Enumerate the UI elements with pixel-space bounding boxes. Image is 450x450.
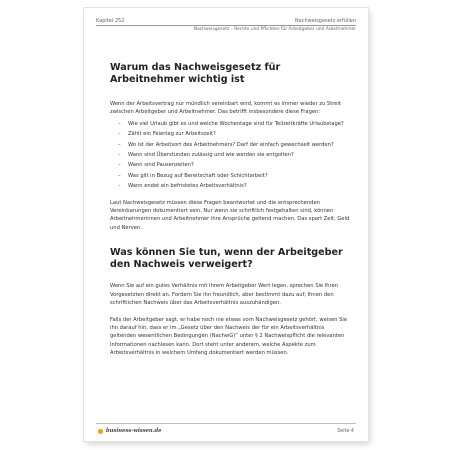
list-item: – Wie viel Urlaub gibt es und welche Wochentage sind für Teilzeitkräfte Urlaubstage?	[118, 120, 344, 127]
list-item: – Wo ist der Arbeitsort des Arbeitnehmers? Darf der einfach gewechselt werden?	[118, 141, 334, 148]
section2-paragraph-2: Falls der Arbeitgeber sagt, er habe noch nie etwas vom Nachweisgesetz gehört, weisen Sie ihn darauf hin, dass er im „Gesetz über den Nachweis der für ein Arbeitsverhältnis geltenden wesentlichen Bedingungen (NachwG)“ unter § 2 Nachweispflicht die relevanten Informationen nachlesen kann. Dort steht unter anderem, welche Aspekte zum Arbeitsverhältnis in welchem Umfang dokumentiert werden müssen.	[110, 316, 348, 357]
bullet-dash: –	[118, 152, 121, 159]
question-list	[118, 120, 350, 191]
header-chapter: Kapitel 252	[96, 18, 125, 24]
list-item: – Wann sind Pausenzeiten?	[118, 162, 194, 169]
section2-heading: Was können Sie tun, wenn der Arbeitgeber den Nachweis verweigert?	[110, 247, 343, 270]
bullet-dash: –	[118, 162, 121, 169]
list-item: – Wann sind Überstunden zulässig und wie werden sie entgolten?	[118, 152, 294, 159]
page-content	[110, 62, 350, 358]
page-number: Seite 4	[337, 429, 354, 434]
header-title: Nachweisgesetz erfüllen	[294, 18, 356, 24]
footer-logo	[98, 428, 161, 434]
document-page	[84, 8, 368, 441]
bullet-dash: –	[118, 172, 121, 179]
logo-dot-icon	[98, 429, 103, 434]
section1-outro: Laut Nachweisgesetz müssen diese Fragen beantwortet und die entsprechenden Vereinbarungen dokumentiert sein. Nur wenn sie schriftlich festgehalten sind, können Arbeitnehmerinnen und Arbeitnehmer ihre Ansprüche geltend machen. Das spart Zeit, Geld und Nerven.	[110, 199, 350, 231]
bullet-dash: –	[118, 131, 121, 138]
header-divider	[96, 25, 356, 26]
bullet-dash: –	[118, 141, 121, 148]
bullet-dash: –	[118, 183, 121, 190]
footer-divider	[96, 423, 356, 424]
section1-intro: Wenn der Arbeitsvertrag nur mündlich vereinbart wird, kommt es immer wieder zu Streit zwischen Arbeitgeber und Arbeitnehmer. Das betrifft insbesondere diese Fragen:	[110, 101, 341, 116]
list-item: – Wann endet ein befristetes Arbeitsverhältnis?	[118, 183, 247, 190]
list-item: – Was gilt in Bezug auf Bereitschaft oder Schichtarbeit?	[118, 172, 268, 179]
section2-paragraph-1: Wenn Sie auf ein gutes Verhältnis mit Ihrem Arbeitgeber Wert legen, sprechen Sie Ihren Vorgesetzten direkt an. Fordern Sie ihn freundlich, aber bestimmt dazu auf, Ihnen den schriftlichen Nachweis über das Arbeitsverhältnis auszuhändigen.	[110, 283, 339, 307]
footer-brand: business-wissen.de	[106, 428, 162, 434]
header-subtitle: Nachweisgesetz – Rechte und Pflichten für Arbeitgeber und Arbeitnehmer	[193, 27, 356, 32]
list-item: – Zählt ein Feiertag zur Arbeitszeit?	[118, 131, 216, 138]
bullet-dash: –	[118, 120, 121, 127]
section1-heading: Warum das Nachweisgesetz für Arbeitnehmer wichtig ist	[110, 62, 281, 85]
